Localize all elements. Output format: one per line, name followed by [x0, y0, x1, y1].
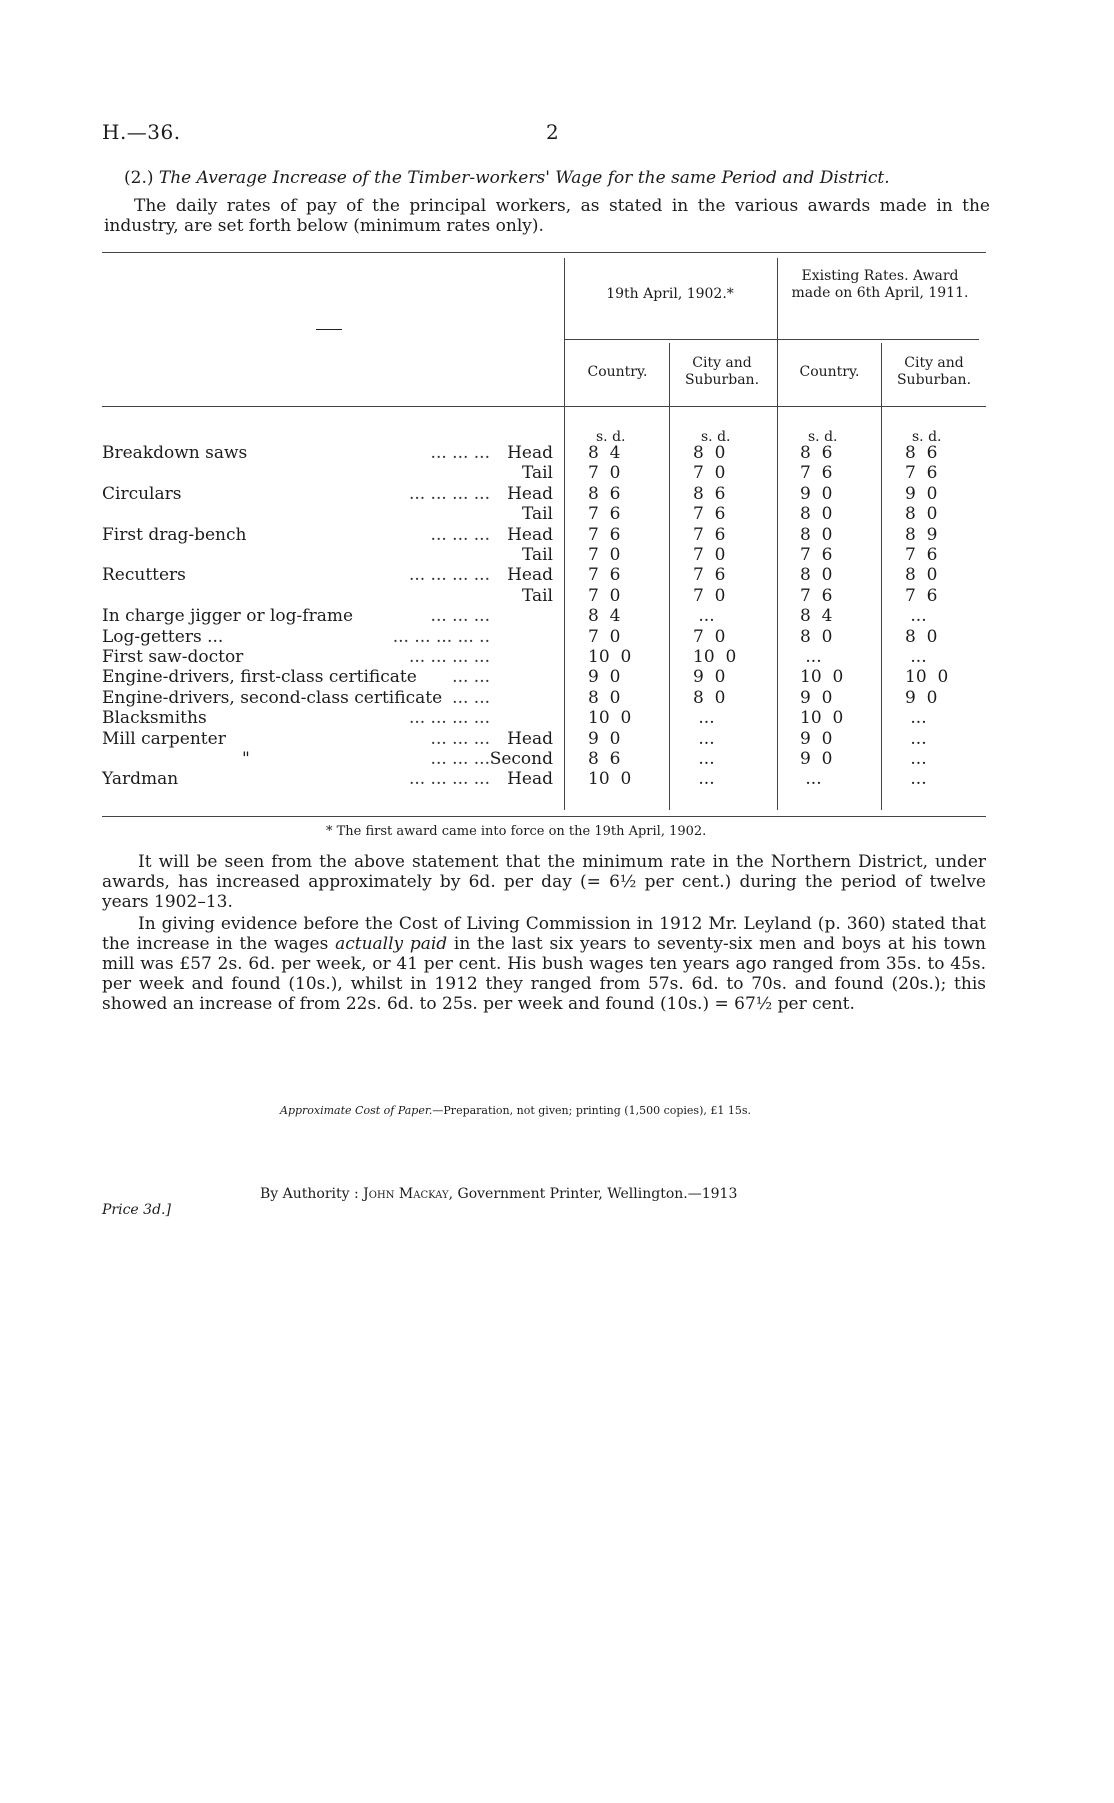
- column-divider: [564, 258, 565, 810]
- section-number: (2.): [124, 168, 154, 188]
- rate-cell: 8 0: [905, 565, 938, 586]
- printer-name: John Mackay: [363, 1186, 449, 1202]
- rate-cell: ...: [905, 749, 927, 769]
- cost-note: [280, 1104, 751, 1117]
- rate-cell: ...: [800, 769, 822, 790]
- rate-cell: 7 0: [693, 545, 726, 565]
- group-header-rule: [565, 339, 979, 340]
- rate-cell: ...: [905, 728, 927, 749]
- intro-paragraph: The daily rates of pay of the principal workers, as stated in the various awards made in the industry, are set forth below (minimum rates only).: [104, 196, 990, 236]
- row-leader-dots: ... ... ... ...: [408, 708, 490, 729]
- rate-cell: 8 0: [800, 626, 833, 647]
- rate-cell: 8 0: [693, 687, 726, 708]
- rate-cell: ...: [905, 606, 927, 627]
- rate-cell: 8 0: [905, 504, 938, 525]
- paragraph-evidence: [102, 914, 986, 1014]
- rate-cell: 7 6: [588, 524, 621, 545]
- rate-cell: 10 0: [800, 708, 844, 729]
- rate-cell: 7 6: [588, 565, 621, 586]
- rate-cell: 8 0: [693, 443, 726, 463]
- rate-cell: 7 6: [905, 545, 938, 565]
- row-label: Engine-drivers, first-class certificate: [102, 667, 417, 688]
- row-sublabel: Head: [507, 443, 553, 463]
- rate-cell: 7 0: [693, 463, 726, 484]
- row-leader-dots: ... ... ... ...: [408, 647, 490, 667]
- rate-cell: 7 6: [800, 585, 833, 606]
- footnote: * The first award came into force on the 19th April, 1902.: [326, 824, 707, 839]
- rate-cell: 8 6: [800, 443, 833, 463]
- rate-cell: ...: [693, 606, 715, 627]
- rate-cell: 10 0: [905, 667, 949, 688]
- rate-cell: 8 0: [800, 524, 833, 545]
- rate-cell: 9 0: [588, 667, 621, 688]
- row-sublabel: Head: [507, 483, 553, 504]
- rate-cell: 9 0: [800, 687, 833, 708]
- rate-cell: 9 0: [905, 687, 938, 708]
- rate-cell: 9 0: [800, 728, 833, 749]
- rate-cell: 8 6: [905, 443, 938, 463]
- paragraph-summary: It will be seen from the above statement that the minimum rate in the Northern District, under awards, has increased approximately by 6d. per day (= 6½ per cent.) during the period of twelve years 1902–13.: [102, 852, 986, 912]
- page-number: 2: [546, 120, 559, 144]
- section-title: The Average Increase of the Timber-workers' Wage for the same Period and District.: [158, 168, 890, 188]
- row-leader-dots: ... ... ... ...: [408, 769, 490, 790]
- row-leader-dots: ... ...: [452, 667, 490, 688]
- row-label: Breakdown saws: [102, 443, 248, 463]
- row-leader-dots: ... ... ...: [430, 524, 490, 545]
- row-leader-dots: ... ... ... ...: [408, 483, 490, 504]
- rate-cell: 8 0: [800, 504, 833, 525]
- rate-cell: 8 9: [905, 524, 938, 545]
- row-sublabel: Tail: [521, 504, 553, 525]
- unit-label: s. d.: [912, 429, 942, 445]
- paragraph-evidence-text: in the last six years to seventy-six men and boys at his town mill was £57 2s. 6d. per week, or 41 per cent. His bush wages ten years ago ranged from 35s. to 45s. per week and found (10s.), whilst in 1912 they ranged from 57s. 6d. to 70s. and found (20s.); this showed an increase of from 22s. 6d. to 25s. per week and found (10s.) = 67½ per cent.: [102, 934, 986, 1014]
- rate-cell: 8 4: [588, 606, 621, 627]
- column-divider: [881, 343, 882, 810]
- rate-cell: ...: [905, 708, 927, 729]
- rate-cell: 7 0: [693, 626, 726, 647]
- rate-cell: 10 0: [693, 647, 737, 667]
- rate-cell: 7 6: [693, 524, 726, 545]
- column-divider: [777, 258, 778, 810]
- rate-cell: 8 4: [588, 443, 621, 463]
- rate-cell: 8 0: [905, 626, 938, 647]
- printer-imprint: [260, 1186, 737, 1202]
- rate-cell: ...: [800, 647, 822, 667]
- document-reference: H.—36.: [102, 120, 181, 144]
- imprint-prefix: By Authority :: [260, 1186, 364, 1202]
- rate-cell: 7 6: [800, 545, 833, 565]
- paragraph-evidence-text: In giving evidence before the Cost of Living Commission in 1912 Mr. Leyland (p. 360) stated that the increase in the wages: [102, 914, 986, 954]
- rate-cell: 7 6: [905, 585, 938, 606]
- row-sublabel: Head: [507, 524, 553, 545]
- cost-label: Approximate Cost of Paper.: [280, 1104, 433, 1117]
- rate-cell: 10 0: [588, 708, 632, 729]
- row-label: Engine-drivers, second-class certificate: [102, 687, 443, 708]
- row-label: Circulars: [102, 483, 182, 504]
- row-leader-dots: ... ... ...: [430, 749, 490, 769]
- col-header-city-1902: City and Suburban.: [684, 355, 760, 388]
- row-label: In charge jigger or log-frame: [102, 606, 354, 627]
- rate-cell: 9 0: [905, 483, 938, 504]
- rate-cell: ...: [905, 647, 927, 667]
- rate-cell: 7 6: [905, 463, 938, 484]
- rate-cell: 7 6: [693, 565, 726, 586]
- row-leader-dots: ... ... ... ... ..: [392, 626, 490, 647]
- row-sublabel: Tail: [521, 545, 553, 565]
- rate-cell: ...: [693, 769, 715, 790]
- rate-cell: 7 0: [588, 585, 621, 606]
- row-leader-dots: ... ...: [452, 687, 490, 708]
- rate-cell: 7 0: [588, 626, 621, 647]
- row-sublabel: Head: [507, 565, 553, 586]
- col-header-country-1902: Country.: [587, 364, 648, 380]
- rate-cell: 10 0: [588, 647, 632, 667]
- rate-cell: 7 6: [693, 504, 726, 525]
- row-label: Blacksmiths: [102, 708, 207, 729]
- rate-cell: 8 6: [693, 483, 726, 504]
- rate-cell: 9 0: [588, 728, 621, 749]
- stub-dash: [316, 329, 342, 330]
- rate-cell: ...: [693, 708, 715, 729]
- table-top-rule: [102, 252, 986, 253]
- section-heading: [124, 168, 890, 188]
- rate-cell: 9 0: [693, 667, 726, 688]
- group-header-existing: Existing Rates. Award made on 6th April, 1911.: [791, 268, 969, 301]
- row-label: Recutters: [102, 565, 186, 586]
- rate-cell: ...: [905, 769, 927, 790]
- row-leader-dots: ... ... ...: [430, 728, 490, 749]
- row-leader-dots: ... ... ...: [430, 606, 490, 627]
- header-bottom-rule: [102, 406, 986, 407]
- rate-cell: 8 6: [588, 483, 621, 504]
- rate-cell: 7 0: [588, 463, 621, 484]
- rate-cell: 8 4: [800, 606, 833, 627]
- col-header-country-1911: Country.: [799, 364, 860, 380]
- row-label: Mill carpenter: [102, 728, 226, 749]
- row-sublabel: Tail: [521, 585, 553, 606]
- column-divider: [669, 343, 670, 810]
- row-label: First drag-bench: [102, 524, 247, 545]
- rate-cell: 7 0: [588, 545, 621, 565]
- rate-cell: ...: [693, 728, 715, 749]
- rate-cell: 9 0: [800, 483, 833, 504]
- paragraph-evidence-emphasis: actually paid: [335, 934, 448, 954]
- rate-cell: 10 0: [800, 667, 844, 688]
- row-sublabel: Tail: [521, 463, 553, 484]
- cost-text: —Preparation, not given; printing (1,500 copies), £1 15s.: [432, 1104, 751, 1117]
- unit-label: s. d.: [701, 429, 731, 445]
- rate-cell: 8 0: [588, 687, 621, 708]
- rate-cell: 8 6: [588, 749, 621, 769]
- row-label: First saw-doctor: [102, 647, 244, 667]
- row-label: ": [242, 749, 250, 769]
- row-sublabel: Head: [507, 769, 553, 790]
- unit-label: s. d.: [808, 429, 838, 445]
- rate-cell: 9 0: [800, 749, 833, 769]
- rate-cell: 7 6: [588, 504, 621, 525]
- rate-cell: ...: [693, 749, 715, 769]
- row-label: Log-getters ...: [102, 626, 224, 647]
- rate-cell: 7 0: [693, 585, 726, 606]
- row-leader-dots: ... ... ... ...: [408, 565, 490, 586]
- unit-label: s. d.: [596, 429, 626, 445]
- rate-cell: 8 0: [800, 565, 833, 586]
- table-bottom-rule: [102, 816, 986, 817]
- rate-cell: 10 0: [588, 769, 632, 790]
- row-leader-dots: ... ... ...: [430, 443, 490, 463]
- imprint-suffix: , Government Printer, Wellington.—1913: [448, 1186, 738, 1202]
- price-note: Price 3d.]: [102, 1202, 171, 1218]
- row-label: Yardman: [102, 769, 179, 790]
- col-header-city-1911: City and Suburban.: [896, 355, 972, 388]
- rate-cell: 7 6: [800, 463, 833, 484]
- row-sublabel: Second: [489, 749, 553, 769]
- row-sublabel: Head: [507, 728, 553, 749]
- group-header-1902: 19th April, 1902.*: [606, 286, 734, 302]
